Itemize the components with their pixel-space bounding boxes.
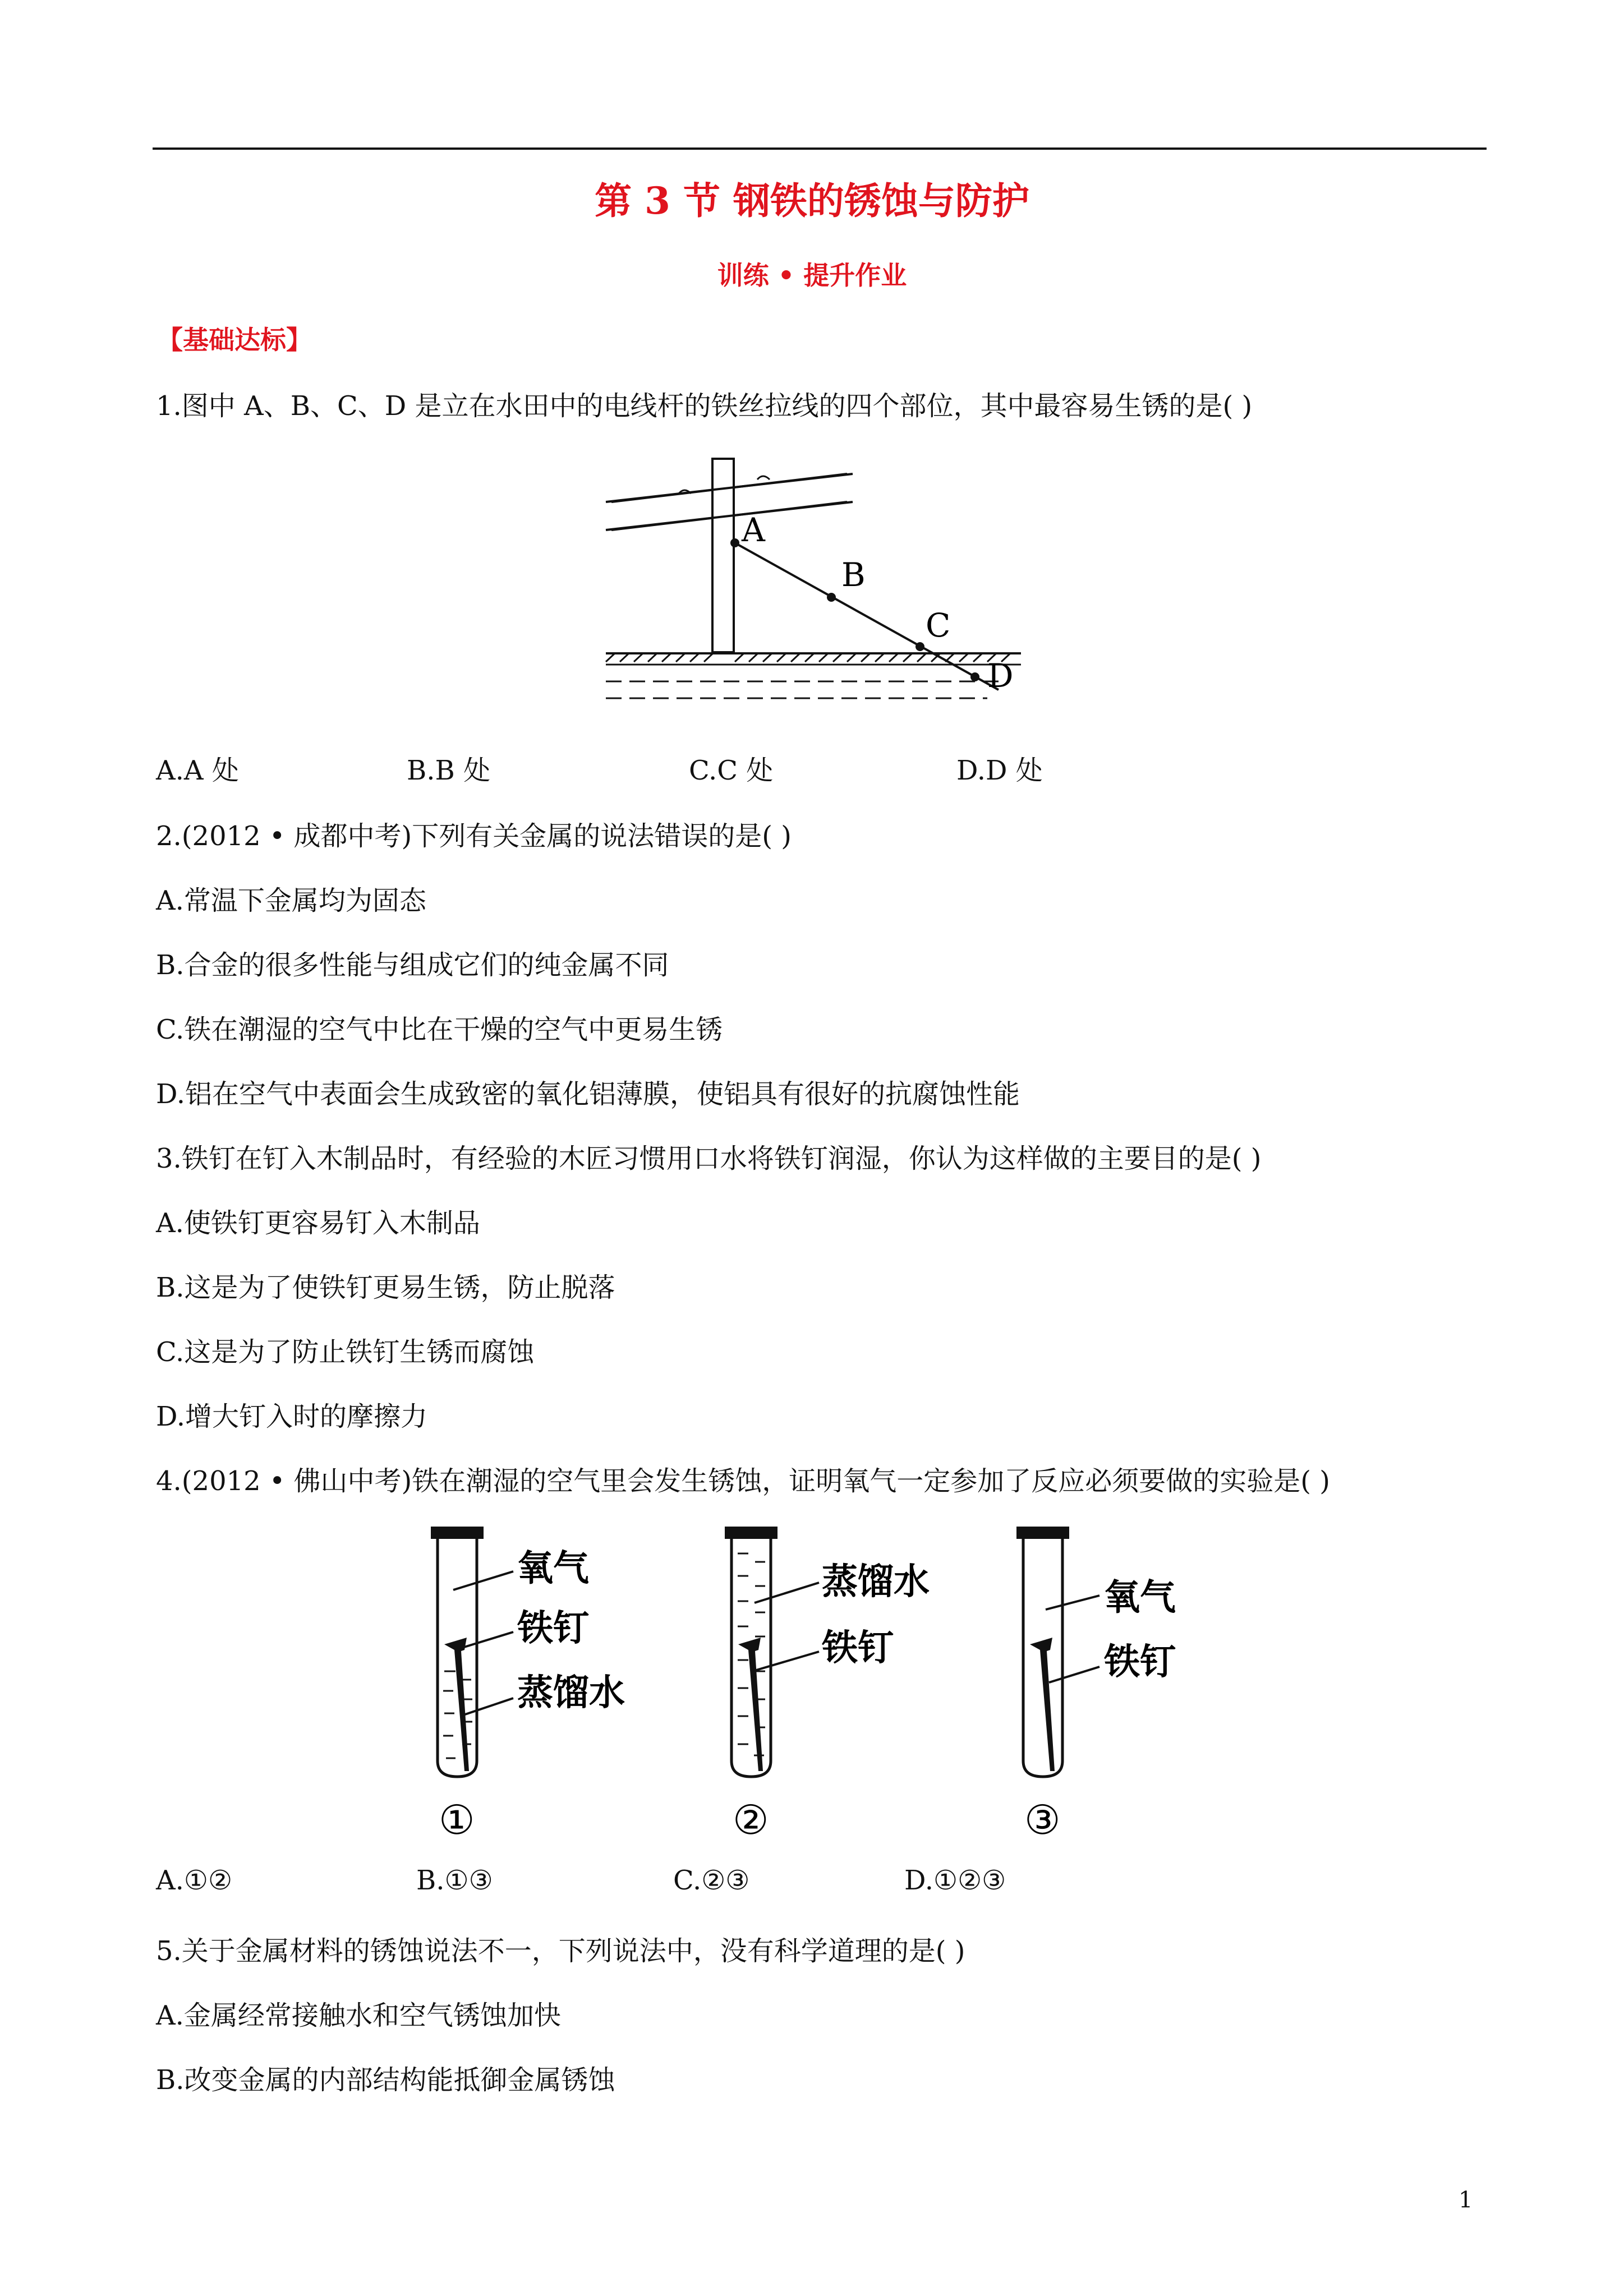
q1-option-c: C.C 处 (689, 755, 774, 786)
q3-option-c: C.这是为了防止铁钉生锈而腐蚀 (156, 1336, 535, 1368)
q2-option-c: C.铁在潮湿的空气中比在干燥的空气中更易生锈 (156, 1014, 723, 1045)
q1-option-b: B.B 处 (407, 755, 491, 786)
q2-option-d: D.铝在空气中表面会生成致密的氧化铝薄膜，使铝具有很好的抗腐蚀性能 (156, 1078, 1020, 1110)
header-rule (153, 147, 1487, 150)
test-tube-2 (725, 1527, 930, 1843)
q1-option-a: A.A 处 (156, 755, 239, 786)
tube3-number: ③ (1024, 1796, 1061, 1843)
tube2-number: ② (733, 1796, 769, 1843)
q1-label-a: A (742, 511, 765, 549)
tube2-label-water: 蒸馏水 (822, 1561, 930, 1603)
page-title: 第 3 节 钢铁的锈蚀与防护 (595, 179, 1029, 223)
tube1-label-nail: 铁钉 (517, 1608, 589, 1649)
q3-stem: 3.铁钉在钉入木制品时，有经验的木匠习惯用口水将铁钉润湿，你认为这样做的主要目的是( ) (156, 1143, 1262, 1174)
q2-option-a: A.常温下金属均为固态 (156, 885, 426, 916)
q1-label-b: B (841, 556, 866, 594)
q3-option-a: A.使铁钉更容易钉入木制品 (156, 1207, 480, 1239)
q3-option-d: D.增大钉入时的摩擦力 (156, 1401, 428, 1432)
tube3-label-nail: 铁钉 (1104, 1642, 1176, 1683)
q4-option-c: C.②③ (673, 1865, 750, 1896)
q5-option-a: A.金属经常接触水和空气锈蚀加快 (156, 2000, 561, 2031)
section-heading: 【基础达标】 (157, 325, 312, 355)
q4-option-a: A.①② (156, 1865, 232, 1896)
page-subtitle: 训练 • 提升作业 (717, 260, 907, 291)
q5-option-b: B.改变金属的内部结构能抵御金属锈蚀 (156, 2064, 615, 2096)
q3-option-b: B.这是为了使铁钉更易生锈，防止脱落 (156, 1272, 615, 1303)
q1-option-d: D.D 处 (956, 755, 1043, 786)
q1-label-c: C (926, 606, 951, 644)
q4-figure (415, 1520, 1234, 1845)
q2-stem: 2.(2012 • 成都中考)下列有关金属的说法错误的是( ) (156, 820, 792, 852)
q4-stem: 4.(2012 • 佛山中考)铁在潮湿的空气里会发生锈蚀，证明氧气一定参加了反应必须要做的实验是( ) (156, 1465, 1330, 1497)
page-number: 1 (1459, 2187, 1473, 2213)
q4-option-d: D.①②③ (904, 1865, 1006, 1896)
test-tube-3 (1016, 1527, 1176, 1843)
tube1-label-water: 蒸馏水 (517, 1672, 625, 1714)
q2-option-b: B.合金的很多性能与组成它们的纯金属不同 (156, 949, 669, 981)
q4-option-b: B.①③ (416, 1865, 493, 1896)
test-tube-1 (431, 1527, 625, 1843)
tube1-number: ① (439, 1796, 475, 1843)
tube1-label-oxygen: 氧气 (517, 1548, 589, 1589)
q5-stem: 5.关于金属材料的锈蚀说法不一，下列说法中，没有科学道理的是( ) (156, 1935, 965, 1967)
tube3-label-oxygen: 氧气 (1104, 1577, 1176, 1619)
q1-figure (595, 449, 1055, 718)
q1-stem: 1.图中 A、B、C、D 是立在水田中的电线杆的铁丝拉线的四个部位，其中最容易生锈的是( ) (156, 390, 1253, 422)
q1-label-d: D (987, 657, 1014, 695)
tube2-label-nail: 铁钉 (822, 1628, 894, 1669)
